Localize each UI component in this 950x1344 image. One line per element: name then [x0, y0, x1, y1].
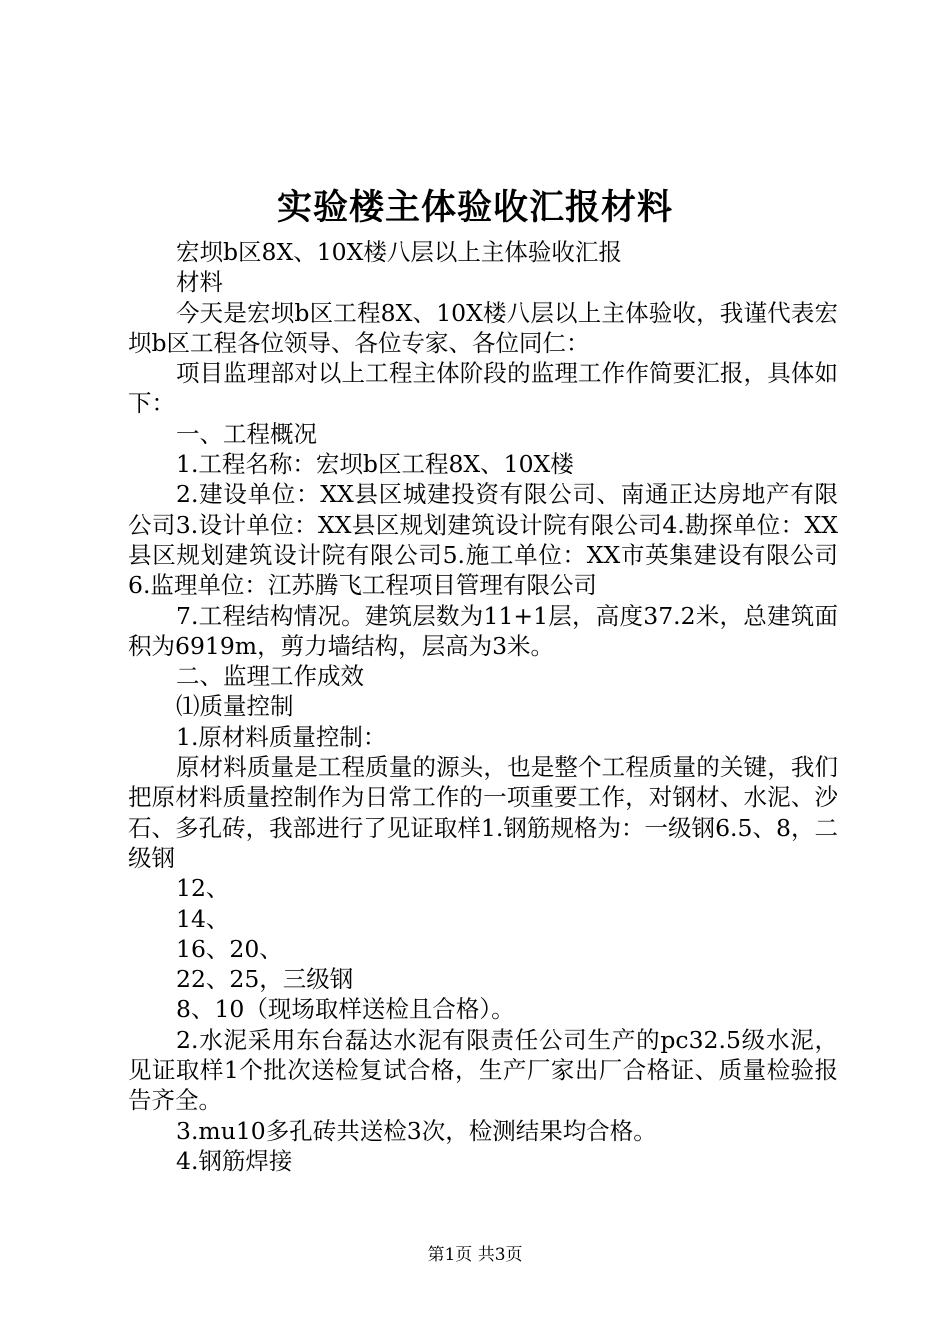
paragraph-intro: 今天是宏坝b区工程8X、10X楼八层以上主体验收，我谨代表宏坝b区工程各位领导、各位专家、各位同仁：: [128, 298, 838, 357]
paragraph-project-name: 1.工程名称：宏坝b区工程8X、10X楼: [176, 450, 574, 479]
paragraph-raw-material: 原材料质量是工程质量的源头，也是整个工程质量的关键，我们把原材料质量控制作为日常工作的一项重要工作，对钢材、水泥、沙石、多孔砖，我部进行了见证取样1.钢筋规格为：一级钢6.5、8，二级钢: [128, 753, 838, 872]
paragraph-sampling: 8、10（现场取样送检且合格）。: [176, 995, 515, 1024]
section-heading-overview: 一、工程概况: [176, 419, 317, 448]
document-body: [128, 237, 838, 1176]
paragraph-subtitle-1: 宏坝b区8X、10X楼八层以上主体验收汇报: [176, 238, 622, 266]
section-heading-results: 二、监理工作成效: [176, 662, 364, 691]
paragraph-welding: 4.钢筋焊接: [176, 1146, 293, 1175]
paragraph-subtitle-2: 材料: [176, 268, 223, 297]
paragraph-structure: 7.工程结构情况。建筑层数为11+1层，高度37.2米，总建筑面积为6919m，剪力墙结构，层高为3米。: [128, 601, 838, 660]
paragraph-list-item: 12、: [176, 874, 230, 903]
paragraph-raw-material-heading: 1.原材料质量控制：: [176, 722, 387, 751]
page-footer: 第1页 共3页: [427, 1245, 523, 1265]
paragraph-cement: 2.水泥采用东台磊达水泥有限责任公司生产的pc32.5级水泥，见证取样1个批次送检复试合格，生产厂家出厂合格证、质量检验报告齐全。: [128, 1025, 838, 1115]
paragraph-list-item: 16、20、: [176, 934, 283, 963]
paragraph-list-item: 22、25，三级钢: [176, 965, 354, 994]
paragraph-units: 2.建设单位：XX县区城建投资有限公司、南通正达房地产有限公司3.设计单位：XX县区规划建筑设计院有限公司4.勘探单位：XX县区规划建筑设计院有限公司5.施工单位：XX市英集建设有限公司6.监理单位：江苏腾飞工程项目管理有限公司: [128, 480, 838, 600]
subsection-quality-control: ⑴质量控制: [176, 692, 294, 721]
paragraph-list-item: 14、: [176, 904, 230, 933]
paragraph-brick: 3.mu10多孔砖共送检3次，检测结果均合格。: [176, 1116, 657, 1145]
paragraph-report: 项目监理部对以上工程主体阶段的监理工作作简要汇报，具体如下：: [128, 359, 838, 418]
document-title: 实验楼主体验收汇报材料: [276, 187, 673, 228]
